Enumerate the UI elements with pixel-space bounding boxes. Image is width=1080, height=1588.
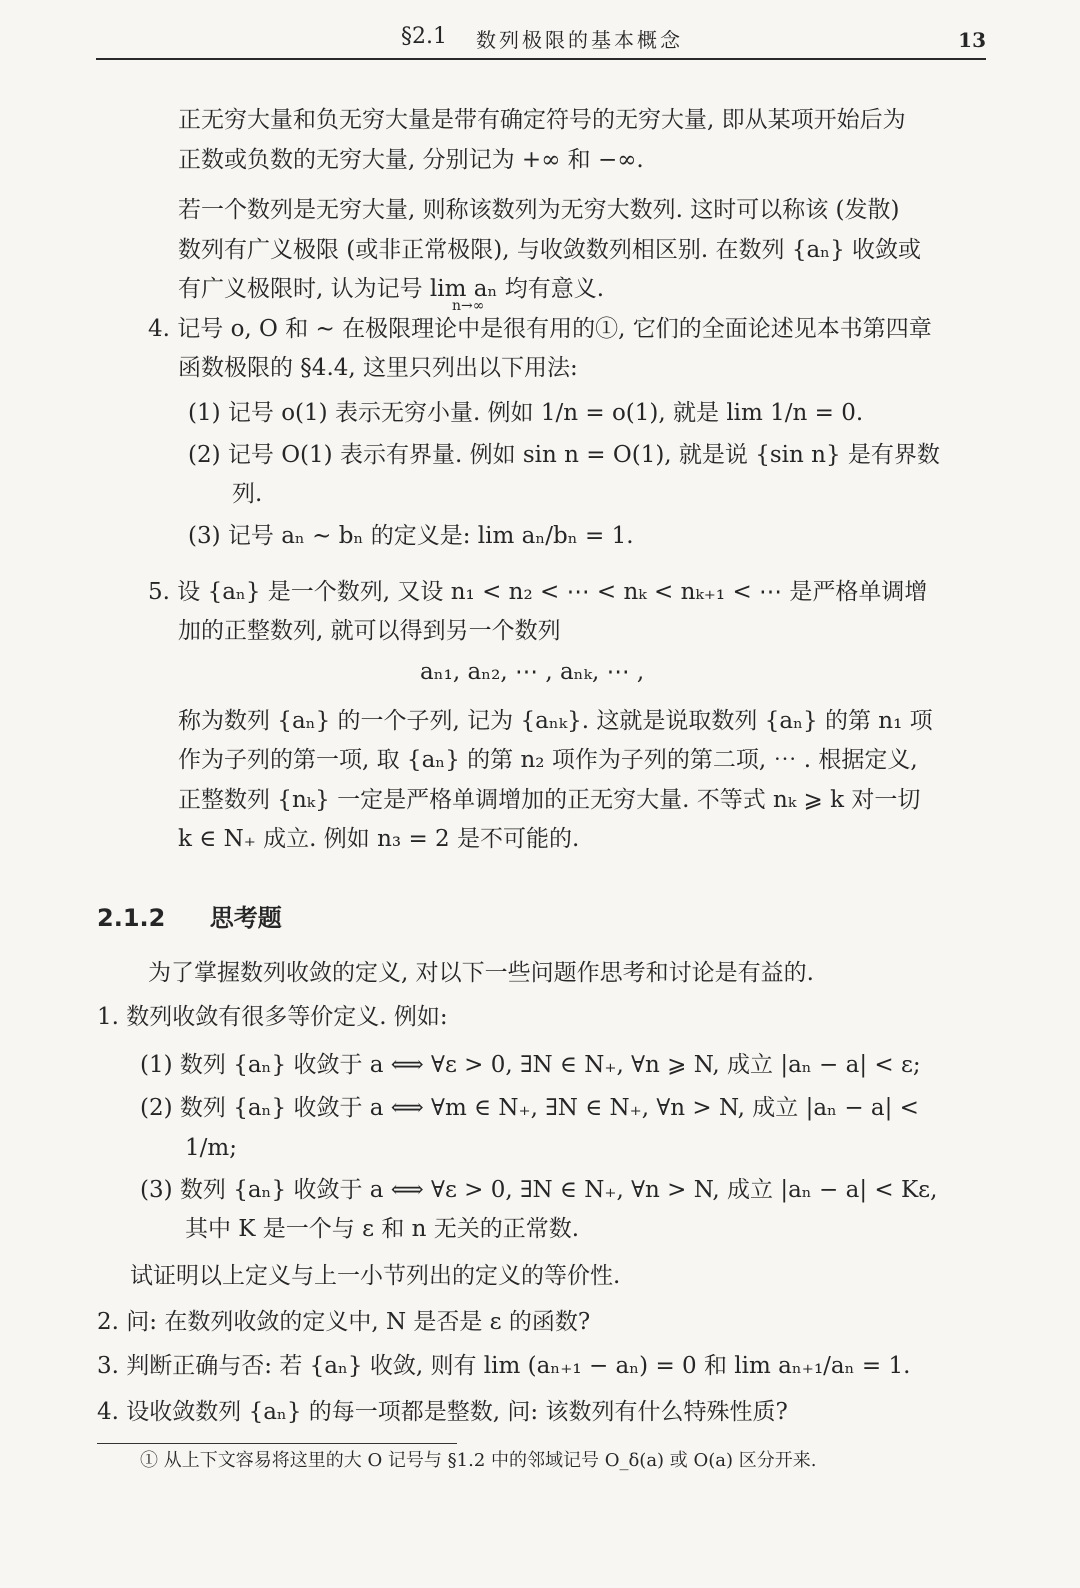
lim-subscript: n→∞ [452, 298, 485, 314]
list-item: 4. 设收敛数列 {aₙ} 的每一项都是整数, 问: 该数列有什么特殊性质? [97, 1399, 788, 1425]
text-line: 其中 K 是一个与 ε 和 n 无关的正常数. [185, 1216, 580, 1242]
list-item: 4. 记号 o, O 和 ∼ 在极限理论中是很有用的①, 它们的全面论述见本书第四章 [148, 316, 932, 342]
text-line: 1/m; [185, 1135, 237, 1161]
text-line: 有广义极限时, 认为记号 lim aₙ 均有意义. [178, 276, 605, 302]
header-section: §2.1 [401, 24, 447, 49]
list-item: 2. 问: 在数列收敛的定义中, N 是否是 ε 的函数? [97, 1309, 591, 1335]
section-heading [97, 898, 282, 933]
text-line: 函数极限的 §4.4, 这里只列出以下用法: [178, 355, 578, 381]
text-line: 称为数列 {aₙ} 的一个子列, 记为 {aₙₖ}. 这就是说取数列 {aₙ} 的第 n₁ 项 [178, 708, 933, 734]
running-head [96, 18, 986, 60]
list-item: (3) 数列 {aₙ} 收敛于 a ⟺ ∀ε > 0, ∃N ∈ N₊, ∀n > N, 成立 |aₙ − a| < Kε, [140, 1177, 938, 1203]
text-line: 正数或负数的无穷大量, 分别记为 +∞ 和 −∞. [178, 147, 644, 173]
list-item: (2) 数列 {aₙ} 收敛于 a ⟺ ∀m ∈ N₊, ∃N ∈ N₊, ∀n > N, 成立 |aₙ − a| < [140, 1095, 919, 1121]
text-line: 为了掌握数列收敛的定义, 对以下一些问题作思考和讨论是有益的. [148, 960, 814, 986]
text-line: k ∈ N₊ 成立. 例如 n₃ = 2 是不可能的. [178, 826, 580, 852]
list-item: 1. 数列收敛有很多等价定义. 例如: [97, 1004, 448, 1030]
text-line: 列. [232, 481, 263, 507]
footnote: ① 从上下文容易将这里的大 O 记号与 §1.2 中的邻域记号 O_δ(a) 或 O(a) 区分开来. [140, 1450, 817, 1471]
display-formula: aₙ₁, aₙ₂, ⋯ , aₙₖ, ⋯ , [420, 659, 645, 685]
text-line: 正整数列 {nₖ} 一定是严格单调增加的正无穷大量. 不等式 nₖ ⩾ k 对一切 [178, 787, 921, 813]
text-line: 作为子列的第一项, 取 {aₙ} 的第 n₂ 项作为子列的第二项, ⋯ . 根据定义, [178, 747, 918, 773]
list-item: 5. 设 {aₙ} 是一个数列, 又设 n₁ < n₂ < ⋯ < nₖ < nₖ₊₁ < ⋯ 是严格单调增 [148, 579, 928, 605]
text-line: 数列有广义极限 (或非正常极限), 与收敛数列相区别. 在数列 {aₙ} 收敛或 [178, 237, 922, 263]
header-title: 数列极限的基本概念 [476, 28, 683, 52]
list-item: (1) 记号 o(1) 表示无穷小量. 例如 1/n = o(1), 就是 lim 1/n = 0. [188, 400, 864, 426]
text-line: 若一个数列是无穷大量, 则称该数列为无穷大数列. 这时可以称该 (发散) [178, 197, 900, 223]
section-title: 思考题 [209, 904, 282, 932]
footnote-rule [97, 1443, 457, 1444]
list-item: (1) 数列 {aₙ} 收敛于 a ⟺ ∀ε > 0, ∃N ∈ N₊, ∀n ⩾ N, 成立 |aₙ − a| < ε; [140, 1052, 921, 1078]
section-number: 2.1.2 [97, 904, 166, 932]
text-line: 加的正整数列, 就可以得到另一个数列 [178, 618, 561, 644]
list-item: (2) 记号 O(1) 表示有界量. 例如 sin n = O(1), 就是说 {sin n} 是有界数 [188, 442, 940, 468]
page-number: 13 [958, 28, 986, 52]
list-item: (3) 记号 aₙ ∼ bₙ 的定义是: lim aₙ/bₙ = 1. [188, 523, 634, 549]
text-line: 试证明以上定义与上一小节列出的定义的等价性. [130, 1263, 621, 1289]
text-line: 正无穷大量和负无穷大量是带有确定符号的无穷大量, 即从某项开始后为 [178, 107, 906, 133]
list-item: 3. 判断正确与否: 若 {aₙ} 收敛, 则有 lim (aₙ₊₁ − aₙ) = 0 和 lim aₙ₊₁/aₙ = 1. [97, 1353, 911, 1379]
